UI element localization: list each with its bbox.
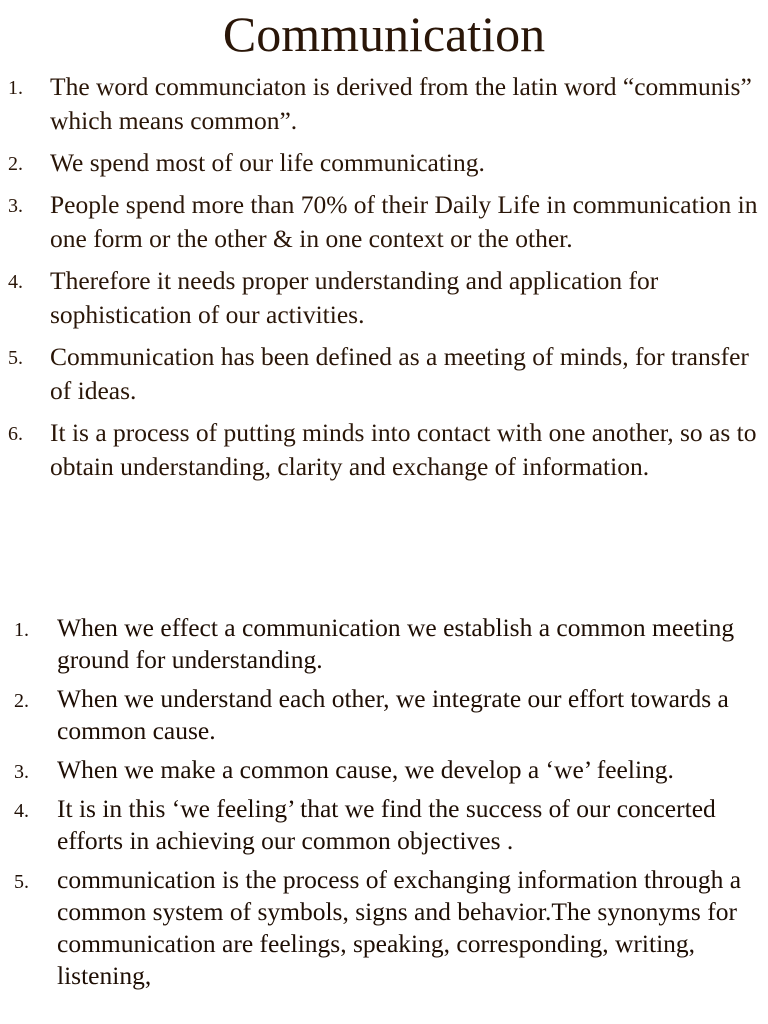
intro-list (8, 70, 760, 492)
item-number: 5. (14, 871, 29, 893)
item-text: communication is the process of exchanging information through a common system of symbols, signs and behavior.The synonyms for communication are feelings, speaking, corresponding, writing, listening, (57, 865, 742, 990)
item-number: 1. (8, 77, 23, 99)
item-text: The word communciaton is derived from the latin word “communis” which means common”. (50, 72, 752, 135)
list-item (14, 754, 760, 786)
item-text: It is in this ‘we feeling’ that we find the success of our concerted efforts in achieving our common objectives . (57, 794, 716, 855)
item-text: When we effect a communication we establish a common meeting ground for understanding. (57, 613, 735, 674)
list-item (8, 188, 760, 256)
page-title: Communication (222, 6, 546, 62)
item-number: 4. (14, 800, 29, 822)
list-item (8, 340, 760, 408)
list-item (8, 146, 760, 180)
item-text: When we make a common cause, we develop a ‘we’ feeling. (57, 755, 674, 784)
item-number: 1. (14, 619, 29, 641)
item-text: Communication has been defined as a meeting of minds, for transfer of ideas. (50, 342, 749, 405)
list-item (14, 793, 760, 857)
list-item (8, 416, 760, 484)
common-ground-list (14, 612, 760, 999)
list-item (14, 612, 760, 676)
item-number: 4. (8, 271, 23, 293)
item-text: It is a process of putting minds into contact with one another, so as to obtain understanding, clarity and exchange of information. (50, 418, 757, 481)
item-number: 3. (8, 195, 23, 217)
item-text: We spend most of our life communicating. (50, 148, 485, 177)
list-item (14, 683, 760, 747)
item-number: 6. (8, 423, 23, 445)
list-item (8, 264, 760, 332)
item-text: Therefore it needs proper understanding and application for sophistication of our activities. (50, 266, 659, 329)
item-number: 3. (14, 761, 29, 783)
item-number: 5. (8, 347, 23, 369)
list-item (14, 864, 760, 992)
item-number: 2. (8, 153, 23, 175)
item-text: When we understand each other, we integrate our effort towards a common cause. (57, 684, 729, 745)
list-item (8, 70, 760, 138)
item-number: 2. (14, 690, 29, 712)
item-text: People spend more than 70% of their Daily Life in communication in one form or the other & in one context or the other. (50, 190, 758, 253)
